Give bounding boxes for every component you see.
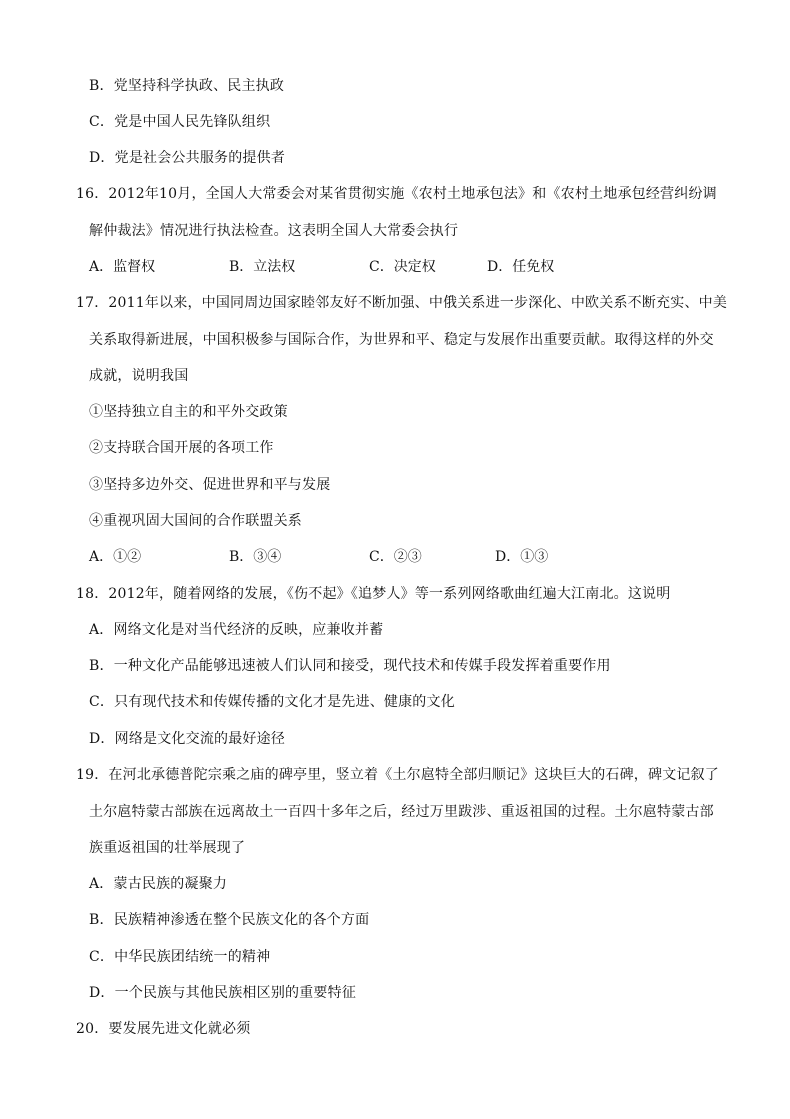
q20-stem-line1: 20．要发展先进文化就必须 (76, 1021, 251, 1037)
q15-option-d: D．党是社会公共服务的提供者 (89, 150, 286, 166)
q17-option-b: B．③④ (229, 549, 282, 565)
q18-option-b: B．一种文化产品能够迅速被人们认同和接受，现代技术和传媒手段发挥着重要作用 (89, 658, 611, 674)
q16-option-a: A．监督权 (89, 259, 156, 275)
q16-option-c: C．决定权 (369, 259, 436, 275)
q16-option-d: D．任免权 (487, 259, 555, 275)
q17-stem-line1: 17．2011年以来，中国同周边国家睦邻友好不断加强、中俄关系进一步深化、中欧关系不断充实、中美 (76, 295, 728, 311)
q19-stem-line1: 19．在河北承德普陀宗乘之庙的碑亭里，竖立着《土尔扈特全部归顺记》这块巨大的石碑，碑文记叙了 (76, 767, 720, 783)
q18-stem-line1: 18．2012年，随着网络的发展，《伤不起》《追梦人》等一系列网络歌曲红遍大江南北。这说明 (76, 586, 671, 602)
q16-option-b: B．立法权 (229, 259, 296, 275)
q17-stem-line2: 关系取得新进展，中国积极参与国际合作，为世界和平、稳定与发展作出重要贡献。取得这样的外交 (89, 332, 714, 348)
q16-stem-line1: 16．2012年10月，全国人大常委会对某省贯彻实施《农村土地承包法》和《农村土地承包经营纠纷调 (76, 186, 717, 202)
q17-option-d: D．①③ (495, 549, 549, 565)
q19-stem-line2: 土尔扈特蒙古部族在远离故土一百四十多年之后，经过万里跋涉、重返祖国的过程。土尔扈特蒙古部 (89, 804, 714, 820)
q15-option-c: C．党是中国人民先锋队组织 (89, 114, 271, 130)
q18-option-a: A．网络文化是对当代经济的反映，应兼收并蓄 (89, 622, 384, 638)
q16-stem-line2: 解仲裁法》情况进行执法检查。这表明全国人大常委会执行 (89, 223, 459, 239)
q18-option-d: D．网络是文化交流的最好途径 (89, 731, 286, 747)
q17-statement-2: ②支持联合国开展的各项工作 (89, 440, 274, 456)
q17-option-a: A．①② (89, 549, 142, 565)
q18-option-c: C．只有现代技术和传媒传播的文化才是先进、健康的文化 (89, 694, 455, 710)
q17-option-c: C．②③ (369, 549, 422, 565)
q17-statement-4: ④重视巩固大国间的合作联盟关系 (89, 513, 302, 529)
q19-stem-line3: 族重返祖国的壮举展现了 (89, 840, 246, 856)
q19-option-a: A．蒙古民族的凝聚力 (89, 876, 228, 892)
q19-option-b: B．民族精神渗透在整个民族文化的各个方面 (89, 912, 370, 928)
q17-statement-3: ③坚持多边外交、促进世界和平与发展 (89, 477, 331, 493)
q15-option-b: B．党坚持科学执政、民主执政 (89, 78, 285, 94)
q17-statement-1: ①坚持独立自主的和平外交政策 (89, 404, 288, 420)
q19-option-c: C．中华民族团结统一的精神 (89, 949, 271, 965)
q17-stem-line3: 成就，说明我国 (89, 368, 189, 384)
q19-option-d: D．一个民族与其他民族相区别的重要特征 (89, 985, 357, 1001)
